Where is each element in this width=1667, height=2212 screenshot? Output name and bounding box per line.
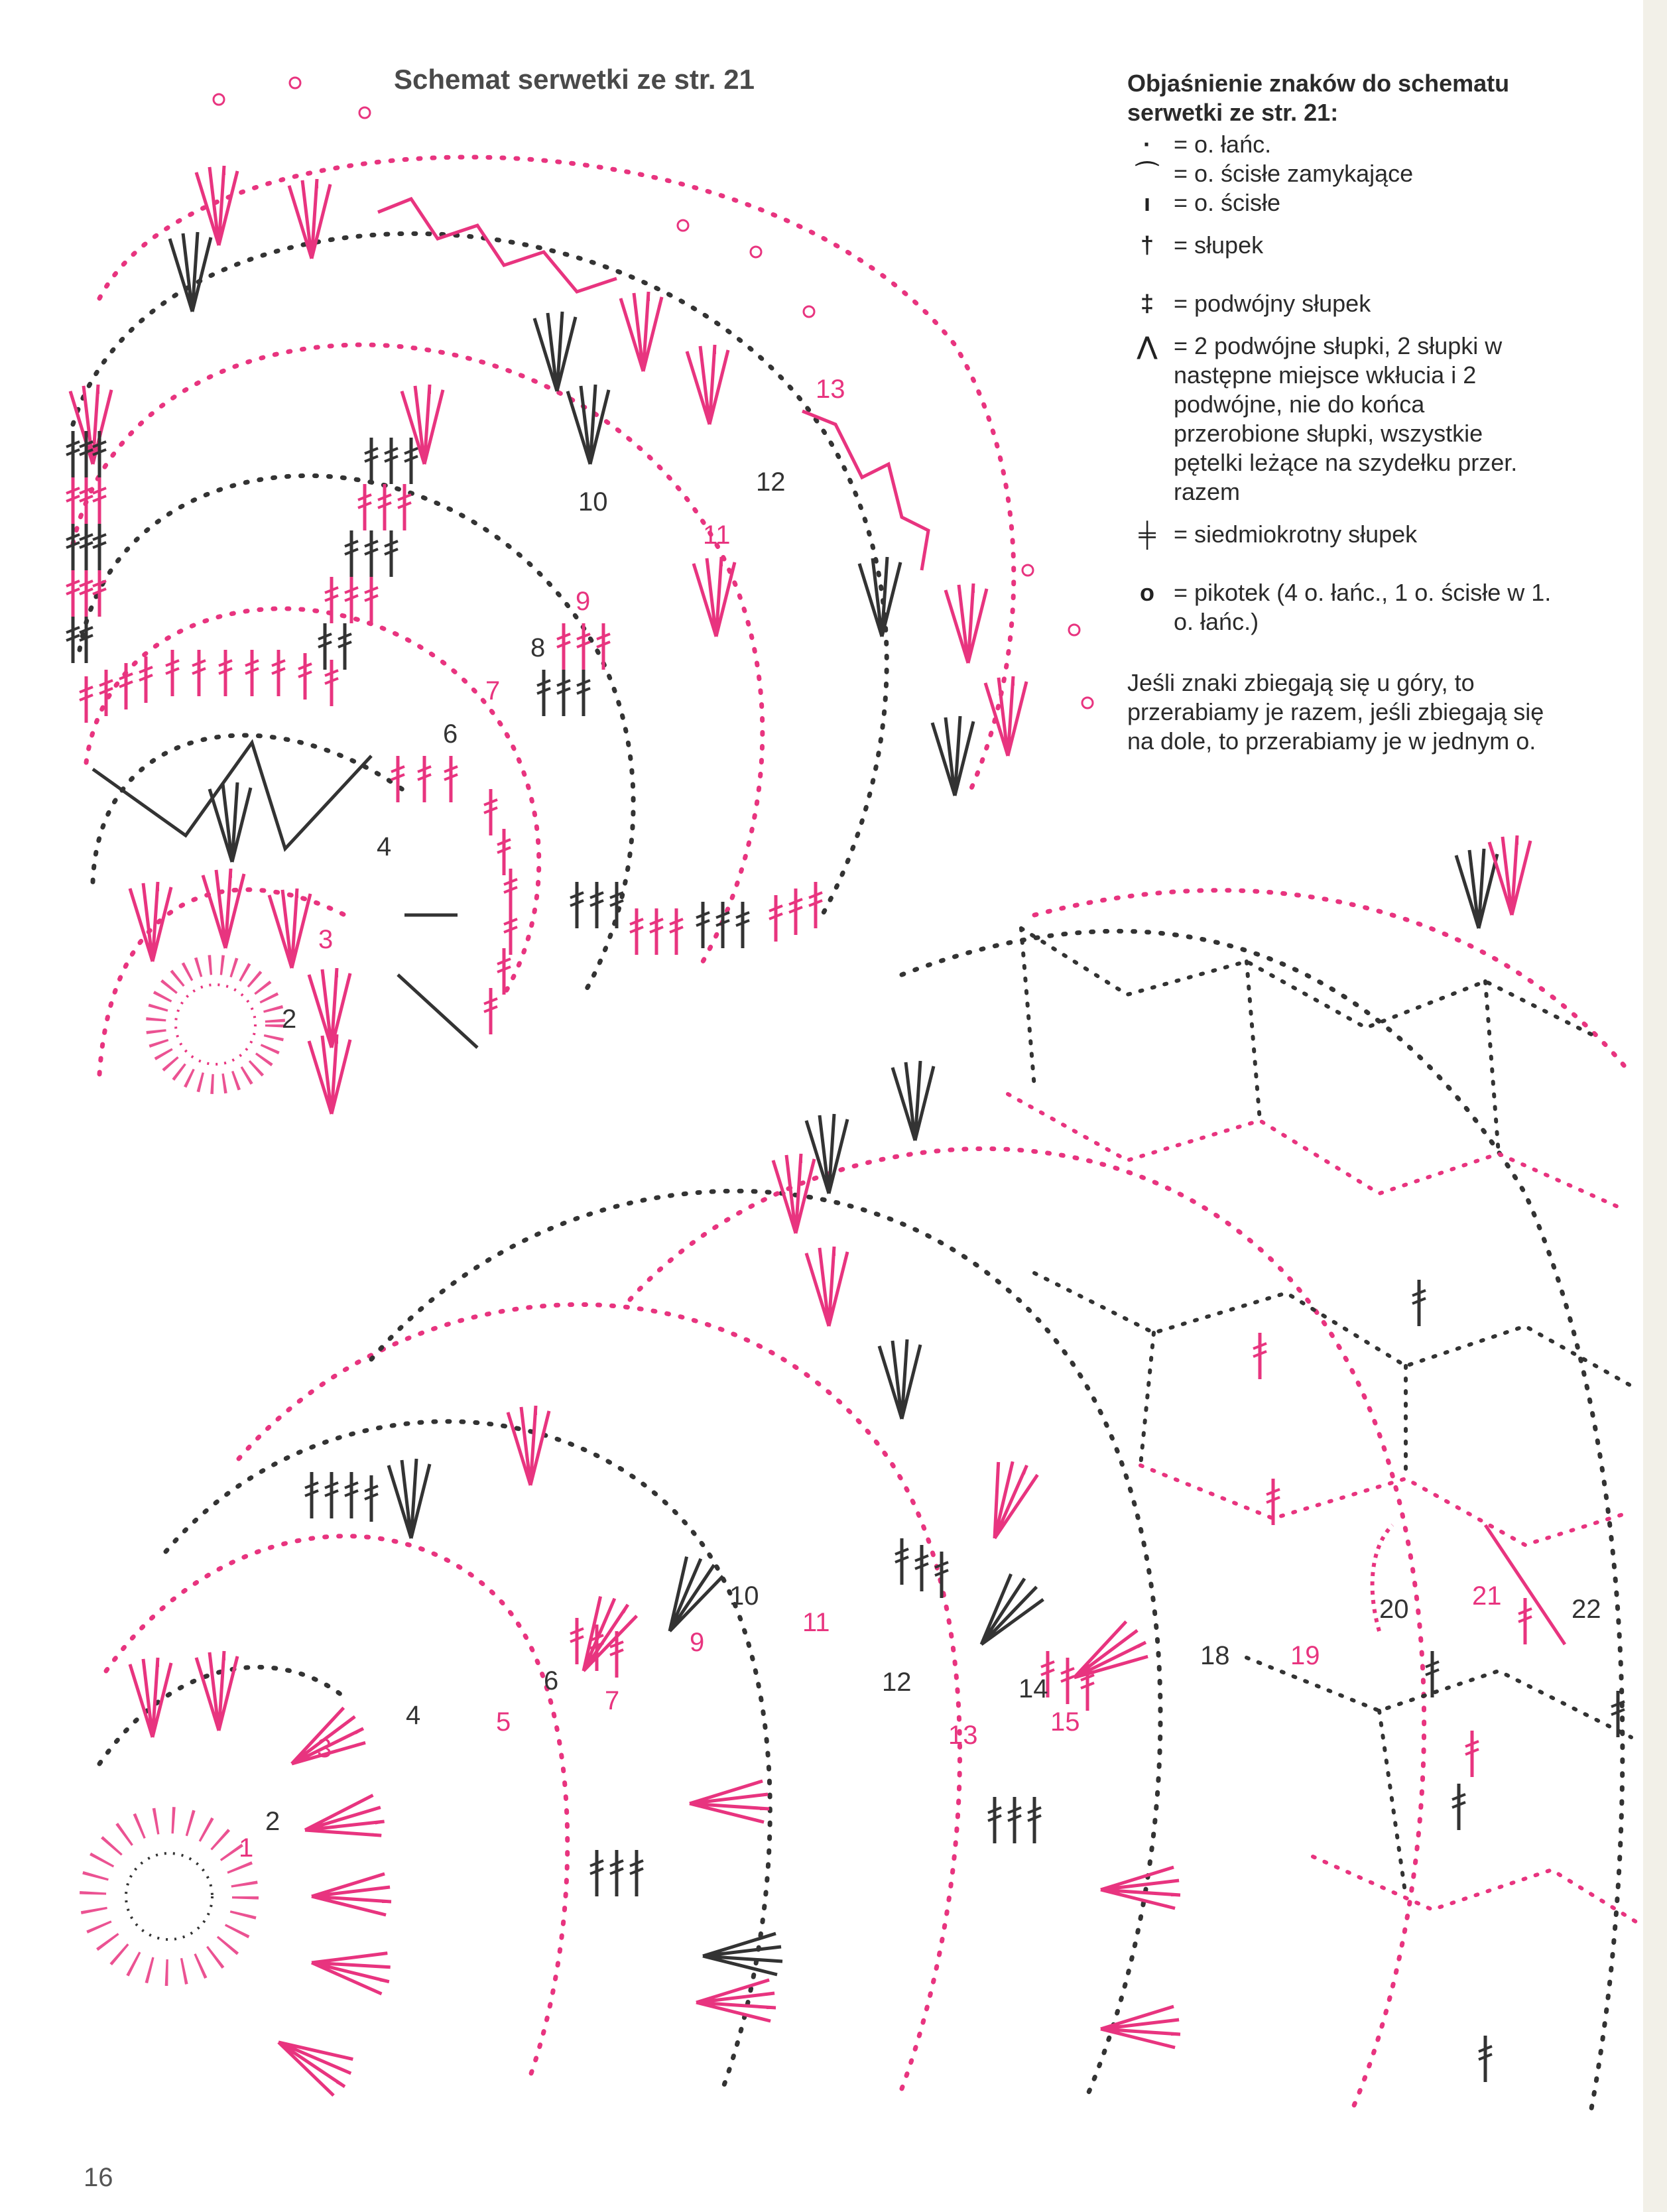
round-path-bottom [902,931,1623,2109]
picot-icon: o [1140,579,1154,606]
slip-stitch-icon: ı [1143,189,1150,216]
center-ring-top [176,985,255,1064]
net-line [1313,1857,1638,1923]
round-label: 7 [605,1686,620,1715]
round-label: 13 [948,1721,978,1750]
legend-item-text: = 2 podwójne słupki, 2 słupki w następne miejsce wkłucia i 2 podwójne, nie do końca przerobione słupki, wszystkie pętelki leżące na szydełku przer. razem [1174,332,1518,505]
round-path-top [73,233,887,915]
round-label: 12 [756,467,786,497]
round-label: 9 [576,587,591,616]
round-label: 9 [690,1628,705,1657]
round-label: 4 [377,832,392,861]
legend-item [1127,578,1552,637]
round-label: 18 [1200,1641,1230,1670]
round-path-bottom [630,1148,1424,2109]
round-label: 6 [544,1666,559,1695]
round-label: 1 [239,1833,254,1863]
legend-heading: Objaśnienie znaków do schematu serwetki ze str. 21: [1127,70,1510,126]
net-line [1021,928,1591,1034]
zigzag-top [93,743,371,849]
stitch-rows-bottom [305,1280,1625,2082]
legend-item [1127,231,1552,260]
legend-item [1127,520,1552,549]
legend-item [1127,159,1552,188]
chain-stitch-icon: · [1143,131,1151,158]
cluster-icon: ⋀ [1137,332,1157,359]
legend-item-text: = podwójny słupek [1174,290,1371,317]
round-label: 11 [703,521,731,550]
round-label: 7 [485,676,501,706]
stitch-fans-bottom [130,835,1530,2098]
pink-zigzag-right [802,411,928,570]
center-spokes-top [156,965,275,1084]
closing-slip-stitch-icon: ⌒ [1135,160,1159,187]
legend-item [1127,289,1552,318]
net-line [1021,928,1499,1896]
net-line [1034,1273,1631,1386]
legend-item [1127,130,1552,159]
round-label: 22 [1572,1595,1601,1624]
round-path-bottom [166,1422,770,2089]
round-label: 11 [802,1608,830,1637]
round-path-top [93,735,411,882]
net-line [1141,1465,1631,1545]
round-label: 3 [317,1734,332,1763]
long-stitches-top [398,915,477,1048]
treble-icon: † [1140,231,1154,259]
legend-item [1127,332,1552,507]
round-label: 12 [882,1668,912,1697]
round-path-top [99,157,1014,796]
round-path-bottom [106,1536,568,2075]
legend-note: Jeśli znaki zbiegają się u góry, to przerabiamy je razem, jeśli zbiegają się na dole, to przerabiamy je w jednym o. [1127,669,1544,755]
round-labels-bottom [239,1581,1601,1863]
pink-zigzag-top [378,199,617,292]
legend-item [1127,188,1552,217]
round-label: 3 [318,925,334,954]
center-stitches-bottom [93,1820,245,1973]
septuple-treble-icon: ╪ [1139,521,1156,548]
page-number: 16 [84,2163,113,2192]
round-label: 2 [282,1005,297,1034]
stitch-fans-top [70,166,1026,1114]
net-line [1008,1094,1618,1207]
round-label: 8 [530,633,546,662]
double-treble-icon: ‡ [1140,290,1154,317]
round-label: 15 [1050,1707,1080,1737]
round-label: 20 [1379,1595,1409,1624]
round-label: 19 [1290,1641,1320,1670]
round-label: 14 [1019,1674,1048,1703]
round-label: 2 [265,1807,280,1836]
legend-item-text: = siedmiokrotny słupek [1174,521,1418,548]
round-label: 10 [729,1581,759,1611]
legend-item-text: = o. ścisłe [1174,189,1281,216]
round-label: 13 [816,375,845,404]
round-label: 10 [578,487,608,517]
legend-item-text: = o. ścisłe zamykające [1174,160,1414,187]
page-title: Schemat serwetki ze str. 21 [394,64,755,95]
legend-item-text: = o. łańc. [1174,131,1272,158]
center-ring-bottom [126,1853,212,1939]
diagram-top-left [66,78,1093,1114]
round-label: 4 [406,1701,421,1730]
round-label: 5 [496,1707,511,1737]
round-label: 6 [443,719,458,749]
symbol-legend [1127,69,1552,756]
round-label: 21 [1472,1581,1502,1611]
round-path-bottom [1034,891,1631,1074]
legend-item-text: = pikotek (4 o. łańc., 1 o. ścisłe w 1. o. łańc.) [1174,579,1552,635]
legend-item-text: = słupek [1174,231,1264,259]
